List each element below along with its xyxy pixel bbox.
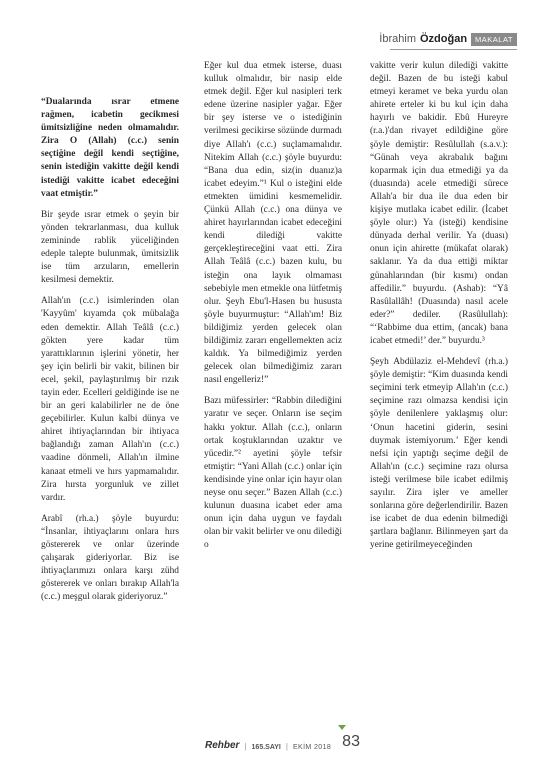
page-footer (205, 733, 360, 751)
text-column-3 (370, 60, 508, 560)
footer-divider: | (285, 742, 288, 751)
paragraph: Eğer kul dua etmek isterse, duası kulluk olmalıdır, bir nasip elde etmek değil. Eğer kul nasipleri terk edene üzerine nasipler yağar. Eğer bir şey isterse ve o istediğinin verilmesi gecikirse sözünde durmadı diye Allah'ı (c.c.) suçlamamalıdır. Nitekim Allah (c.c.) şöyle buyurdu: “Bana dua edin, siz(in duanız)a icabet edeyim.”¹ Kul o isteğini elde etmekten ümidini kesmemelidir. Çünkü Allah (c.c.) ona dünya ve ahiret hayırlarından icabet edeceğini kendi dilediği vakitte gerçekleştireceğini vaat etti. Zira Allah Teâlâ (c.c.) bazen kulu, bu isteğin ona layık olmaması sebebiyle men etmekle ona lütfetmiş olur. Şeyh Ebu'l-Hasen bu hususta şöyle buyurmuştur: “Allah'ım! Biz bildiğimiz yerden gelecek olan bildiğimiz zararı engellemekten aciz kaldık. Ya bilmediğimiz yerden gelecek olan bilmediğimiz zararı nasıl engelleriz!” (204, 61, 342, 386)
issue-date: EKİM 2018 (292, 744, 332, 751)
paragraph: Şeyh Abdülaziz el-Mehdevî (rh.a.) şöyle demiştir: “Kim duasında kendi seçimini terk etmeyip Allah'ın (c.c.) seçimine razı olmazsa kendisi için şöyle denilenlere yaklaşmış olur: ‘Onun hacetini giderin, sesini duymak istemiyorum.’ Eğer kendi nefsi için yaptığı seçime değil de Allah'ın (c.c.) seçimine razı olursa isteği verilmese bile icabet edilmiş sayılır. Zira işler ve ameller sonlarına göre değerlendirilir. Bazen ise icabet de dua edenin bilmediği şartlara bağlanır. Bilinmeyen şart da yerine getirilmeyeceğinden (370, 357, 508, 551)
page-number (342, 733, 360, 751)
paragraph: vakitte verir kulun dilediği vakitte değil. Bazen de bu isteği kabul etmeyi keramet ve beka yurdu olan ahirete erteler ki bu kul için daha hayırlı ve bakidir. Ebû Hureyre (r.a.)'dan rivayet edildiğine göre şöyle demiştir: Resûlullah (s.a.v.): “Günah veya akrabalık bağını koparmak için dua etmediği ya da (duasında) acele etmediği sürece Allah'a bir dua ile dua eden bir kişiye mutlaka icabet edilir. (İcabet şöyle olur:) Ya (isteği) kendisine dünyada derhal verilir. Ya (duası) onun için ahirette (mükafat olarak) saklanır. Ya da dua ettiği miktar günahlarından (bir kısmı) ondan affedilir.” buyurdu. (Ashab): “Yâ Rasûlallâh! (Duasında) nasıl acele eder?” dediler. (Rasûlullah): “‘Rabbime dua ettim, (ancak) bana icabet etmedi!’ der.” buyurdu.³ (370, 61, 508, 346)
section-tag: MAKALAT (471, 33, 517, 46)
page-marker-icon (338, 725, 346, 730)
paragraph: Arabî (rh.a.) şöyle buyurdu: “İnsanlar, ihtiyaçlarını onlara hırs göstererek ve onlar üzerinde çalışarak gideriyorlar. Biz ise ihtiyaçlarımızı onlara karşı zühd göstererek ve onları bırakıp Allah'la (c.c.) meşgul olarak gideriyoruz.” (41, 513, 179, 603)
footer-divider: | (244, 742, 247, 751)
paragraph: Allah'ın (c.c.) isimlerinden olan 'Kayyûm' kıyamda çok mübalağa eden demektir. Allah Teâlâ (c.c.) gökten yere kadar tüm yarattıklarının işlerini yönetir, her şey için belirli bir vakit, bilinen bir ecel, şekil, paylaştırılmış bir rızık tayin eder. Ecelleri geldiğinde ise ne bir an geri kalabilirler ne de öne geçebilirler. Kulun kalbi dünya ve ahiret ihtiyaçlarından bir ihtiyaca bağlandığı zaman Allah'ın (c.c.) vaadine dönmeli, Allah'ın ilmine kanaat etmeli ve hırs yapmamalıdır. Zira hırsta yorgunluk ve zillet vardır. (41, 296, 179, 503)
text-column-2 (204, 60, 342, 560)
pull-quote: “Dualarında ısrar etmene rağmen, icabetin gecikmesi ümitsizliğine neden olmamalıdır. Zira O (Allah) (c.c.) senin seçtiğine değil kendi seçtiğine, senin istediğin vakitte değil kendi istediği vakitte icabet edeceğini vaat etmiştir.” (41, 97, 179, 199)
author-last-name: Özdoğan (419, 33, 468, 45)
page-header (379, 32, 517, 46)
author-first-name: İbrahim (379, 33, 416, 45)
paragraph: Bir şeyde ısrar etmek o şeyin bir yönden tekrarlanması, dua kulluk zemininde rablik yüceliğinden edeple talepte bulunmak, ümitsizlik ise tüm arzuların, emellerin kesilmesi demektir. (41, 209, 179, 286)
page-number-text: 83 (342, 733, 360, 750)
header-divider (390, 49, 517, 50)
issue-number: 165.SAYI (251, 744, 281, 751)
paragraph: Bazı müfessirler: “Rabbin dilediğini yaratır ve seçer. Onların ise seçim hakkı yoktur. Allah (c.c.), onların ortak koştuklarından uzaktır ve yücedir.”² ayetini şöyle tefsir etmiştir: “Yani Allah (c.c.) onlar için kendisinde yine onlar için hayır olan neyse onu seçer.” Bazen Allah (c.c.) kulunun duasına icabet eder ama onun için daha uygun ve faydalı olan bir vakit belirler ve onu dilediği o (204, 396, 342, 551)
text-column-1 (41, 96, 179, 612)
magazine-brand: Rehber (205, 740, 240, 751)
